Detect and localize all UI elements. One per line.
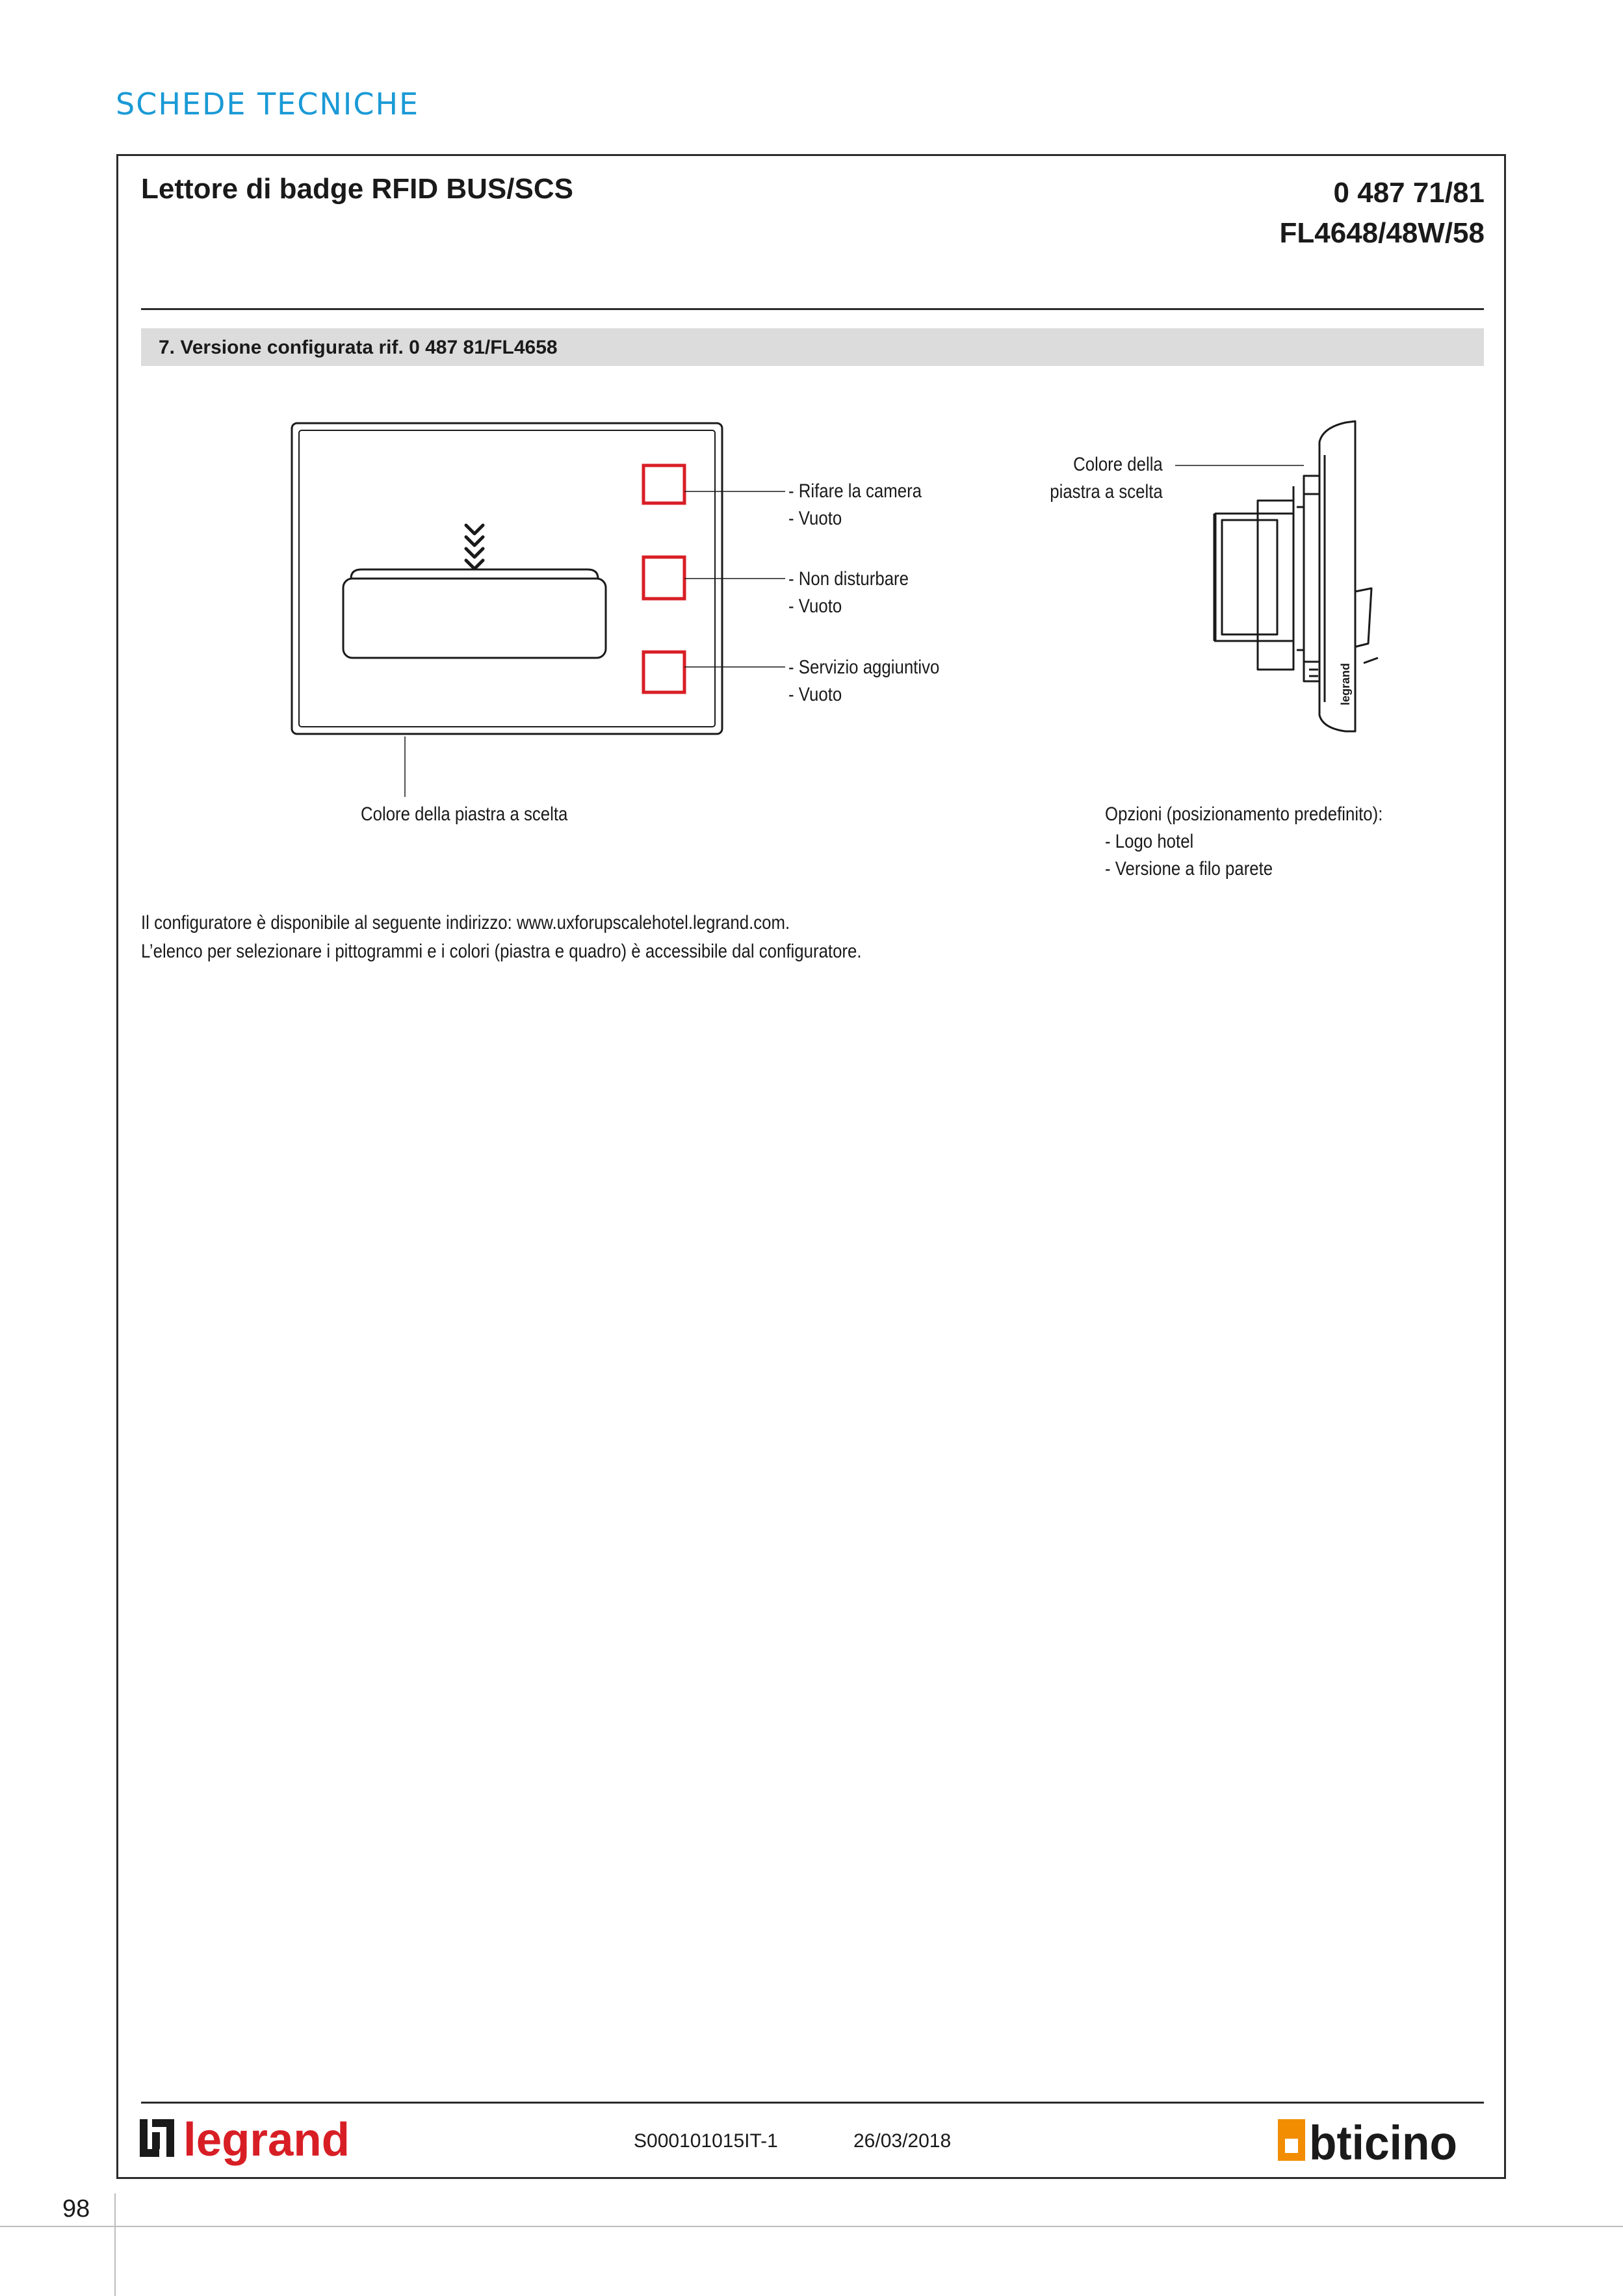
option-item: - Logo hotel [1105, 831, 1194, 852]
document-date: 26/03/2018 [853, 2130, 952, 2152]
device-brand-mark: legrand [1339, 662, 1352, 705]
page-bottom-rule [0, 2226, 1623, 2227]
product-code-2: FL4648/48W/58 [1279, 217, 1485, 249]
note-line: L’elenco per selezionare i pittogrammi e i colori (piastra e quadro) è accessibile dal configuratore. [141, 941, 862, 962]
configurator-notes [141, 909, 862, 966]
footer-divider [141, 2102, 1484, 2104]
svg-text:bticino: bticino [1309, 2116, 1457, 2170]
button-label-3: - Servizio aggiuntivo - Vuoto [788, 657, 940, 705]
bticino-logo [1278, 2116, 1486, 2170]
plate-color-label: Colore della piastra a scelta [361, 803, 568, 825]
options-title: Opzioni (posizionamento predefinito): [1105, 803, 1383, 825]
side-plate-label: Colore della piastra a scelta [1050, 454, 1163, 502]
button-label-1: - Rifare la camera - Vuoto [788, 480, 922, 529]
section-header: SCHEDE TECNICHE [116, 86, 420, 122]
options-block [1105, 801, 1383, 883]
product-code-1: 0 487 71/81 [1333, 177, 1485, 209]
section-title: 7. Versione configurata rif. 0 487 81/FL4658 [159, 337, 558, 358]
product-title: Lettore di badge RFID BUS/SCS [141, 173, 573, 205]
document-code: S000101015IT-1 [634, 2130, 778, 2152]
button-label-2: - Non disturbare - Vuoto [788, 568, 909, 617]
svg-text:legrand: legrand [183, 2114, 350, 2166]
option-item: - Versione a filo parete [1105, 858, 1273, 880]
note-line: Il configuratore è disponibile al seguente indirizzo: www.uxforupscalehotel.legrand.com. [141, 912, 790, 933]
legrand-logo [138, 2113, 359, 2171]
page-number: 98 [62, 2195, 90, 2223]
page-margin-rule [114, 2193, 116, 2296]
